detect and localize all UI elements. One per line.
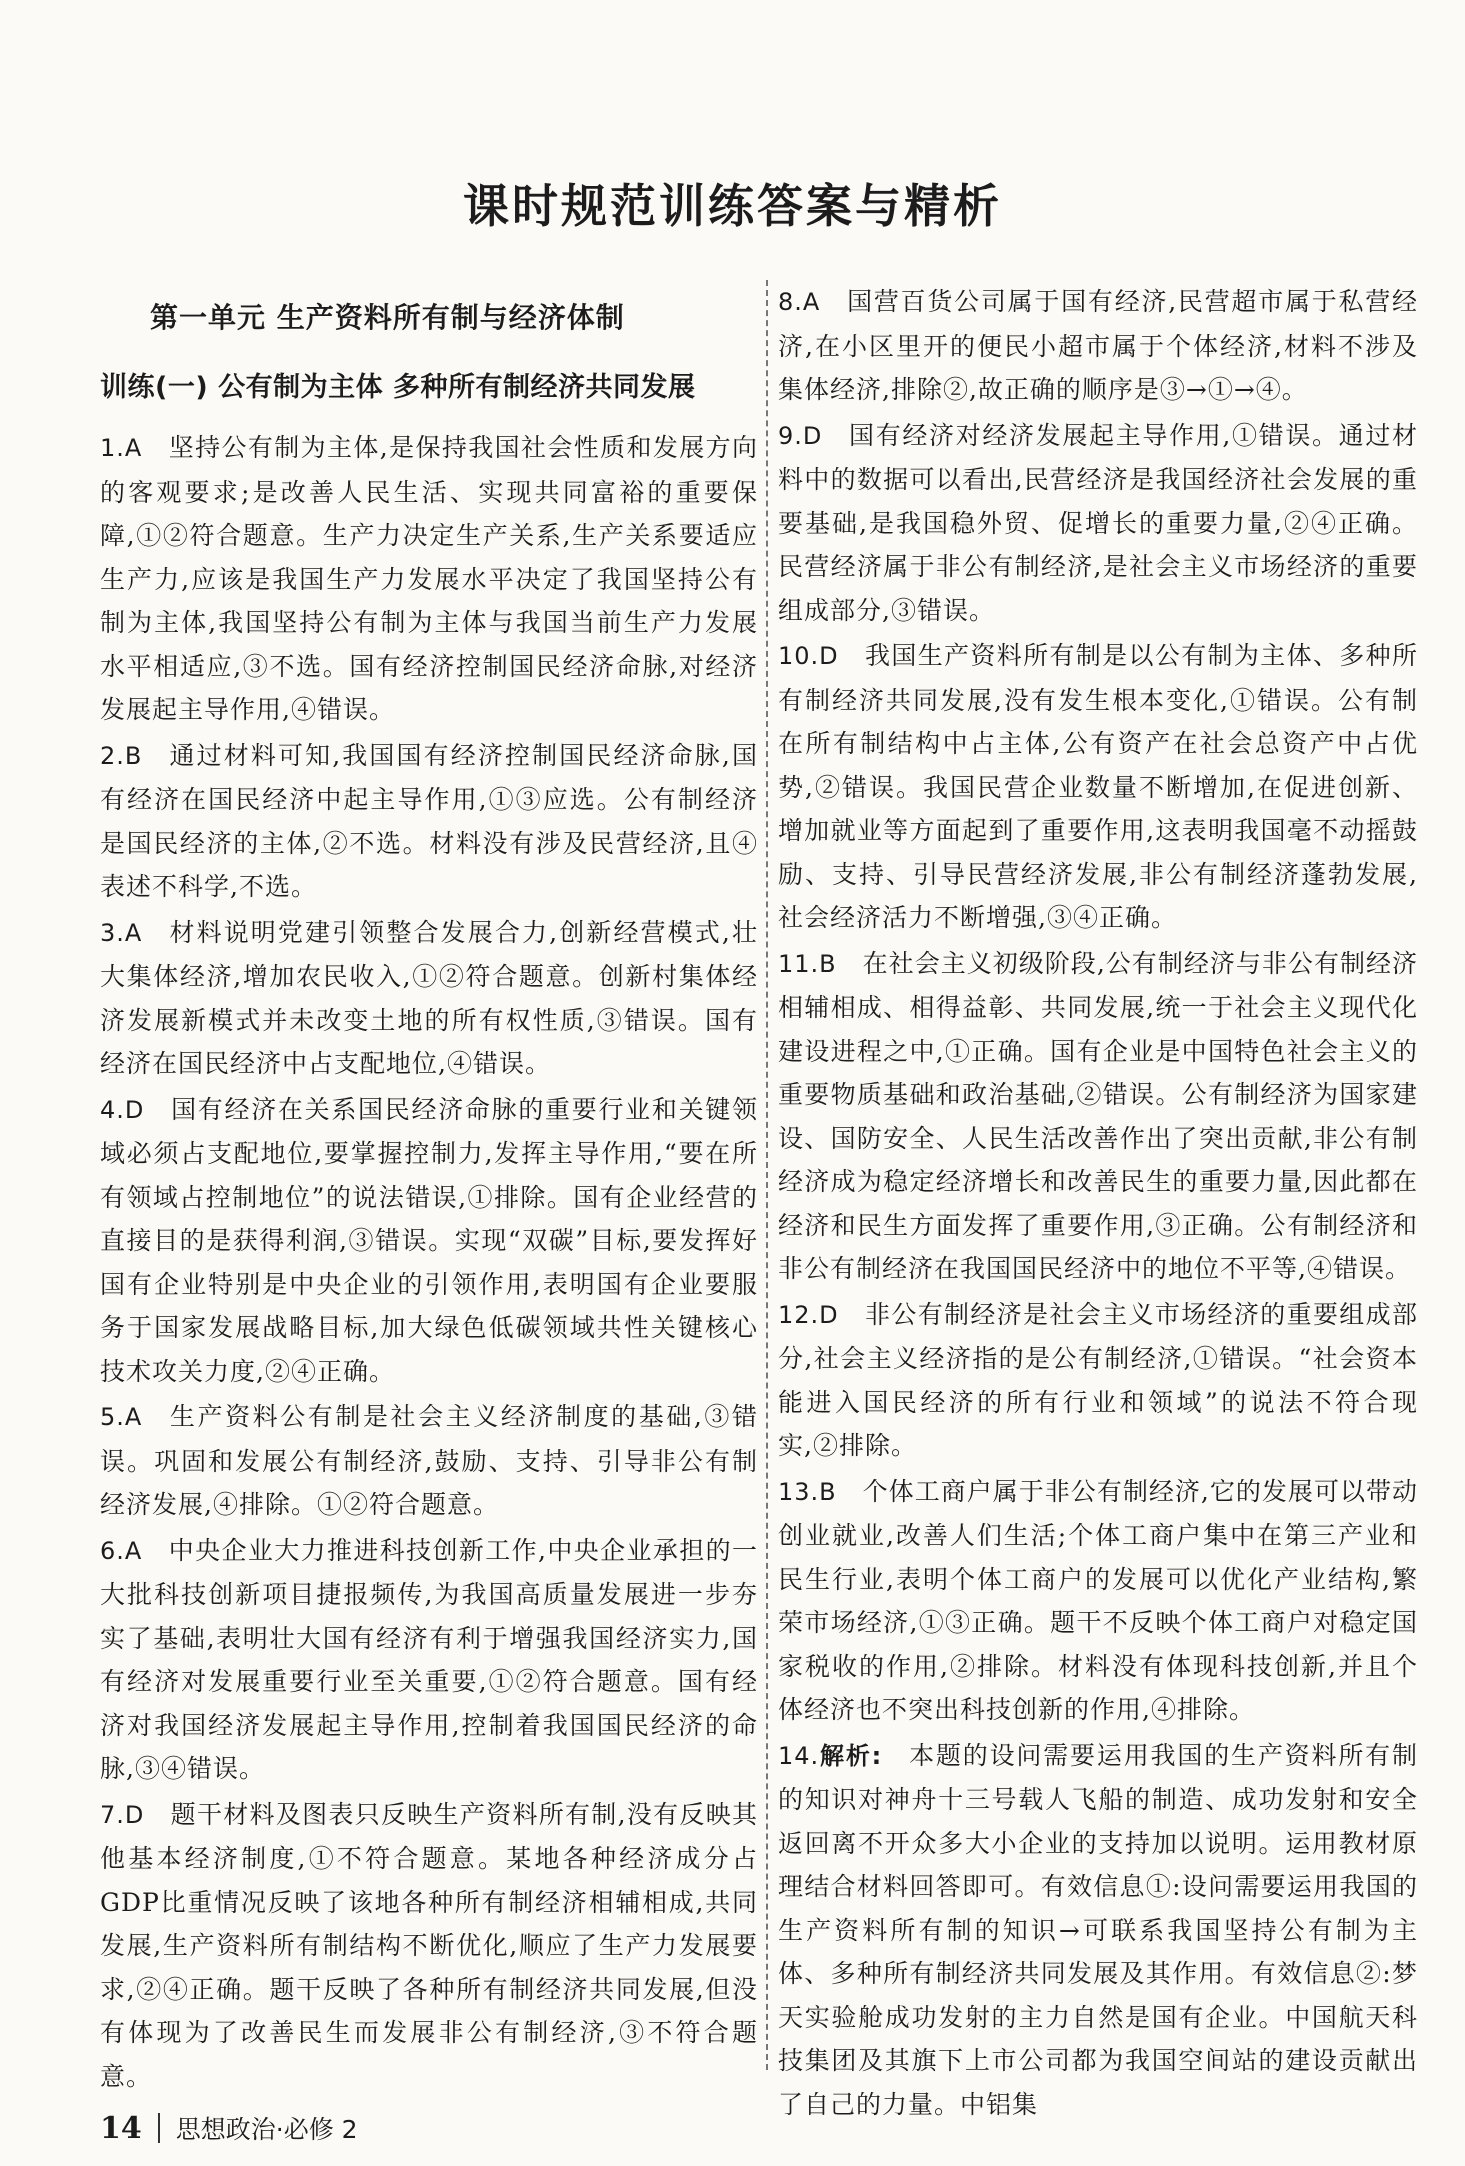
item-answer: B [819, 949, 837, 978]
answer-item-2 [100, 734, 758, 909]
answer-item-12 [778, 1293, 1418, 1468]
item-answer: D [124, 1095, 145, 1124]
item-number: 12. [778, 1300, 820, 1329]
item-number: 5. [100, 1403, 125, 1431]
answer-item-5 [100, 1395, 758, 1527]
item-number: 6. [100, 1536, 125, 1565]
item-answer: D [124, 1800, 145, 1829]
answer-item-7 [100, 1793, 758, 2099]
item-explanation: 我国生产资料所有制是以公有制为主体、多种所有制经济共同发展,没有发生根本变化,①错误。公有制在所有制结构中占主体,公有资产在社会总资产中占优势,②错误。我国民营企业数量不断增加,在促进创新、增加就业等方面起到了重要作用,这表明我国毫不动摇鼓励、支持、引导民营经济发展,非公有制经济蓬勃发展,社会经济活力不断增强,③④正确。 [778, 641, 1418, 932]
right-column [778, 280, 1418, 2128]
item-explanation: 国营百货公司属于国有经济,民营超市属于私营经济,在小区里开的便民小超市属于个体经济,材料不涉及集体经济,排除②,故正确的顺序是③→①→④。 [778, 287, 1418, 404]
item-number: 2. [100, 741, 125, 770]
column-divider [766, 280, 768, 2070]
item-number: 3. [100, 918, 125, 947]
item-answer: A [802, 288, 821, 316]
item-number: 14. [778, 1741, 820, 1770]
item-number: 9. [778, 421, 803, 450]
item-explanation: 国有经济对经济发展起主导作用,①错误。通过材料中的数据可以看出,民营经济是我国经济社会发展的重要基础,是我国稳外贸、促增长的重要力量,②④正确。民营经济属于非公有制经济,是社会主义市场经济的重要组成部分,③错误。 [778, 420, 1418, 625]
item-answer: B [819, 1477, 837, 1506]
item-explanation: 通过材料可知,我国国有经济控制国民经济命脉,国有经济在国民经济中起主导作用,①③应选。公有制经济是国民经济的主体,②不选。材料没有涉及民营经济,且④表述不科学,不选。 [100, 740, 758, 901]
answer-item-6 [100, 1529, 758, 1791]
item-answer: D [819, 642, 839, 670]
answer-item-8 [778, 280, 1418, 412]
item-explanation: 国有经济在关系国民经济命脉的重要行业和关键领域必须占支配地位,要掌握控制力,发挥主导作用,“要在所有领域占控制地位”的说法错误,①排除。国有企业经营的直接目的是获得利润,③错误。实现“双碳”目标,要发挥好国有企业特别是中央企业的引领作用,表明国有企业要服务于国家发展战略目标,加大绿色低碳领域共性关键核心技术攻关力度,②④正确。 [100, 1094, 758, 1386]
answer-item-4 [100, 1088, 758, 1394]
item-number: 10. [778, 642, 820, 670]
item-explanation: 材料说明党建引领整合发展合力,创新经营模式,壮大集体经济,增加农民收入,①②符合题意。创新村集体经济发展新模式并未改变土地的所有权性质,③错误。国有经济在国民经济中占支配地位,④错误。 [100, 917, 758, 1078]
footer-separator [158, 2113, 160, 2143]
item-explanation: 题干材料及图表只反映生产资料所有制,没有反映其他基本经济制度,①不符合题意。某地各种经济成分占GDP比重情况反映了该地各种所有制经济相辅相成,共同发展,生产资料所有制结构不断优化,顺应了生产力发展要求,②④正确。题干反映了各种所有制经济共同发展,但没有体现为了改善民生而发展非公有制经济,③不符合题意。 [100, 1799, 758, 2091]
answer-item-9 [778, 414, 1418, 633]
item-number: 7. [100, 1800, 125, 1829]
answer-item-10 [778, 634, 1418, 940]
item-answer: D [802, 421, 823, 450]
answer-item-1 [100, 426, 758, 732]
item-number: 8. [778, 288, 803, 316]
item-number: 13. [778, 1477, 820, 1506]
item-explanation: 坚持公有制为主体,是保持我国社会性质和发展方向的客观要求;是改善人民生活、实现共同富裕的重要保障,①②符合题意。生产力决定生产关系,生产关系要适应生产力,应该是我国生产力发展水平决定了我国坚持公有制为主体,我国坚持公有制为主体与我国当前生产力发展水平相适应,③不选。国有经济控制国民经济命脉,对经济发展起主导作用,④错误。 [100, 433, 758, 724]
unit-title: 第一单元 生产资料所有制与经济体制 [150, 301, 625, 334]
answer-item-11 [778, 942, 1418, 1291]
left-column [100, 296, 758, 2100]
book-title: 思想政治·必修 2 [175, 2115, 358, 2144]
item-answer: A [124, 1536, 143, 1565]
item-explanation: 非公有制经济是社会主义市场经济的重要组成部分,社会主义经济指的是公有制经济,①错误。“社会资本能进入国民经济的所有行业和领域”的说法不符合现实,②排除。 [778, 1299, 1418, 1460]
item-explanation: 本题的设问需要运用我国的生产资料所有制的知识对神舟十三号载人飞船的制造、成功发射和安全返回离不开众多大小企业的支持加以说明。运用教材原理结合材料回答即可。有效信息①:设问需要运用我国的生产资料所有制的知识→可联系我国坚持公有制为主体、多种所有制经济共同发展及其作用。有效信息②:梦天实验舱成功发射的主力自然是国有企业。中国航天科技集团及其旗下上市公司都为我国空间站的建设贡献出了自己的力量。中铝集 [778, 1740, 1418, 2119]
item-answer: A [124, 918, 143, 947]
item-number: 11. [778, 949, 820, 978]
item-answer: A [124, 1403, 143, 1431]
page-number: 14 [100, 2110, 142, 2146]
item-answer: A [124, 434, 143, 462]
item-explanation: 生产资料公有制是社会主义经济制度的基础,③错误。巩固和发展公有制经济,鼓励、支持、引导非公有制经济发展,④排除。①②符合题意。 [100, 1402, 758, 1519]
page-footer [100, 2110, 358, 2146]
item-explanation: 在社会主义初级阶段,公有制经济与非公有制经济相辅相成、相得益彰、共同发展,统一于社会主义现代化建设进程之中,①正确。国有企业是中国特色社会主义的重要物质基础和政治基础,②错误。公有制经济为国家建设、国防安全、人民生活改善作出了突出贡献,非公有制经济成为稳定经济增长和改善民生的重要力量,因此都在经济和民生方面发挥了重要作用,③正确。公有制经济和非公有制经济在我国国民经济中的地位不平等,④错误。 [778, 948, 1418, 1283]
item-explanation: 个体工商户属于非公有制经济,它的发展可以带动创业就业,改善人们生活;个体工商户集中在第三产业和民生行业,表明个体工商户的发展可以优化产业结构,繁荣市场经济,①③正确。题干不反映个体工商户对稳定国家税收的作用,②排除。材料没有体现科技创新,并且个体经济也不突出科技创新的作用,④排除。 [778, 1476, 1418, 1724]
item-explanation: 中央企业大力推进科技创新工作,中央企业承担的一大批科技创新项目捷报频传,为我国高质量发展进一步夯实了基础,表明壮大国有经济有利于增强我国经济实力,国有经济对发展重要行业至关重要,①②符合题意。国有经济对我国经济发展起主导作用,控制着我国国民经济的命脉,③④错误。 [100, 1535, 758, 1783]
item-answer: D [819, 1300, 839, 1329]
answer-item-3 [100, 911, 758, 1086]
item-answer: B [124, 741, 143, 770]
section-title: 训练(一) 公有制为主体 多种所有制经济共同发展 [100, 372, 696, 403]
answer-item-14 [778, 1734, 1418, 2127]
item-number: 4. [100, 1095, 125, 1124]
item-answer: 解析: [819, 1741, 883, 1770]
page-title: 课时规范训练答案与精析 [463, 179, 1002, 233]
item-number: 1. [100, 434, 125, 462]
answer-item-13 [778, 1470, 1418, 1732]
